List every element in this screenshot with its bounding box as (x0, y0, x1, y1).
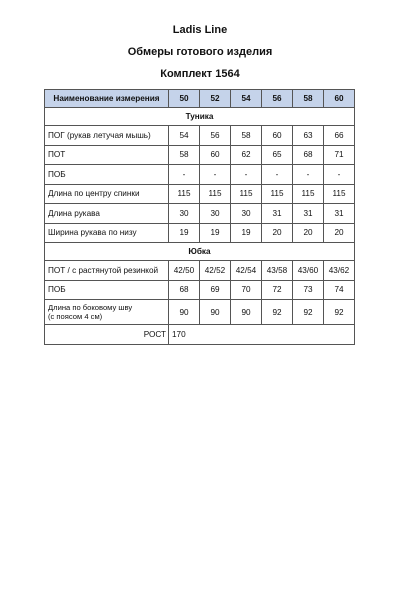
measurement-value: 60 (200, 145, 231, 165)
measurement-value: 20 (293, 223, 324, 243)
measurement-value: 68 (169, 280, 200, 300)
measurement-value: 19 (231, 223, 262, 243)
measurement-value: - (200, 165, 231, 185)
measurement-label: ПОБ (45, 165, 169, 185)
header-size: 52 (200, 90, 231, 108)
measurement-value: 69 (200, 280, 231, 300)
measurement-value: 68 (293, 145, 324, 165)
header-size: 58 (293, 90, 324, 108)
header-size: 54 (231, 90, 262, 108)
table-row (45, 261, 355, 281)
height-label: РОСТ (45, 325, 169, 345)
measurement-label: ПОТ / с растянутой резинкой (45, 261, 169, 281)
table-row (45, 223, 355, 243)
measurement-value: 92 (262, 300, 293, 325)
measurement-value: 92 (324, 300, 355, 325)
measurement-value: 115 (169, 184, 200, 204)
measurement-value: 58 (231, 126, 262, 146)
measurement-label: ПОБ (45, 280, 169, 300)
measurement-label: Длина по центру спинки (45, 184, 169, 204)
table-row (45, 126, 355, 146)
section-title: Юбка (45, 243, 355, 261)
set-title: Комплект 1564 (160, 68, 240, 80)
measurement-value: - (293, 165, 324, 185)
header-size: 50 (169, 90, 200, 108)
section-tunic (45, 108, 355, 126)
measurement-value: 72 (262, 280, 293, 300)
measurement-value: 90 (231, 300, 262, 325)
measurement-value: 56 (200, 126, 231, 146)
measurement-value: 42/52 (200, 261, 231, 281)
header-measurement-name: Наименование измерения (45, 90, 169, 108)
measurement-label: Длина по боковому шву (с поясом 4 см) (45, 300, 169, 325)
measurement-value: 115 (231, 184, 262, 204)
measurement-value: 90 (169, 300, 200, 325)
document-subtitle: Обмеры готового изделия (127, 46, 273, 58)
measurement-value: - (324, 165, 355, 185)
height-row (45, 325, 355, 345)
measurement-value: 71 (324, 145, 355, 165)
measurement-value: - (231, 165, 262, 185)
measurement-value: 31 (262, 204, 293, 224)
measurement-value: 19 (200, 223, 231, 243)
measurement-label: ПОТ (45, 145, 169, 165)
table-row (45, 300, 355, 325)
measurement-value: 90 (200, 300, 231, 325)
measurement-value: 43/58 (262, 261, 293, 281)
measurement-label: ПОГ (рукав летучая мышь) (45, 126, 169, 146)
measurement-value: 63 (293, 126, 324, 146)
measurement-value: 30 (231, 204, 262, 224)
measurement-value: 74 (324, 280, 355, 300)
measurement-value: 115 (324, 184, 355, 204)
measurement-label: Ширина рукава по низу (45, 223, 169, 243)
measurement-value: 73 (293, 280, 324, 300)
measurement-value: 115 (293, 184, 324, 204)
measurement-value: 30 (200, 204, 231, 224)
measurement-value: 54 (169, 126, 200, 146)
measurement-value: 43/60 (293, 261, 324, 281)
measurement-value: 115 (262, 184, 293, 204)
measurement-value: 66 (324, 126, 355, 146)
table-row (45, 280, 355, 300)
measurements-table (44, 89, 355, 345)
header-size: 60 (324, 90, 355, 108)
measurement-value: 58 (169, 145, 200, 165)
section-skirt (45, 243, 355, 261)
brand-title: Ladis Line (172, 24, 228, 36)
measurement-label: Длина рукава (45, 204, 169, 224)
table-header-row (45, 90, 355, 108)
measurement-value: - (169, 165, 200, 185)
measurement-value: 19 (169, 223, 200, 243)
header-size: 56 (262, 90, 293, 108)
table-row (45, 204, 355, 224)
table-body (45, 108, 355, 345)
measurement-value: 43/62 (324, 261, 355, 281)
measurement-value: 31 (293, 204, 324, 224)
measurement-value: 60 (262, 126, 293, 146)
measurement-value: 92 (293, 300, 324, 325)
measurement-value: 65 (262, 145, 293, 165)
measurement-value: 30 (169, 204, 200, 224)
measurement-value: 62 (231, 145, 262, 165)
height-value: 170 (169, 325, 355, 345)
measurement-value: 20 (324, 223, 355, 243)
measurement-value: 115 (200, 184, 231, 204)
table-row (45, 145, 355, 165)
measurement-value: 31 (324, 204, 355, 224)
measurement-value: - (262, 165, 293, 185)
measurement-value: 42/50 (169, 261, 200, 281)
table-row (45, 165, 355, 185)
measurement-value: 42/54 (231, 261, 262, 281)
measurement-value: 70 (231, 280, 262, 300)
table-row (45, 184, 355, 204)
section-title: Туника (45, 108, 355, 126)
measurement-value: 20 (262, 223, 293, 243)
